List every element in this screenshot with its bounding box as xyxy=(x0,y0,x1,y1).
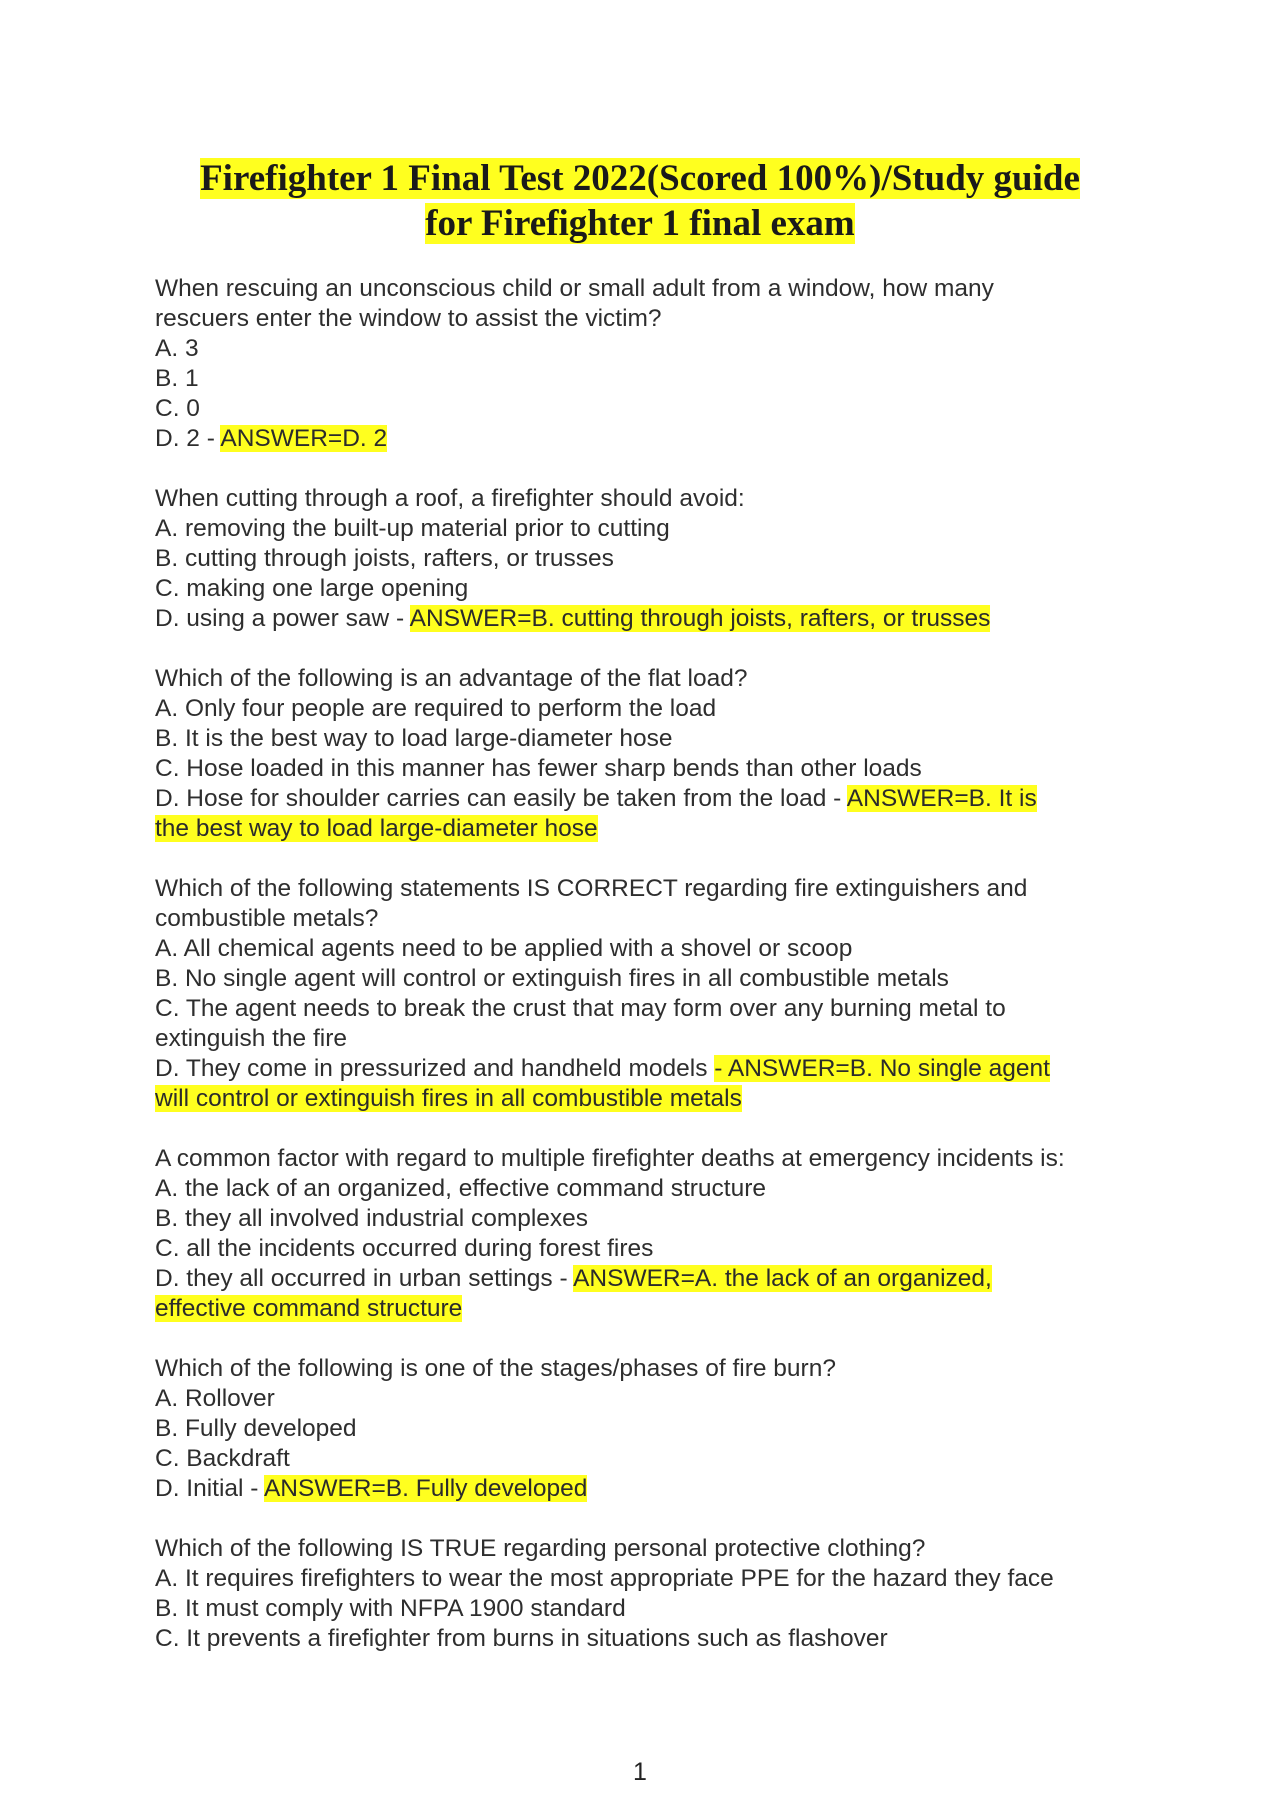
page-number: 1 xyxy=(633,1758,647,1786)
answer-continuation xyxy=(155,814,1155,844)
document-title xyxy=(100,156,1180,246)
option-c: C. all the incidents occurred during forest fires xyxy=(155,1235,654,1262)
option-c: C. Backdraft xyxy=(155,1445,290,1472)
answer-highlight: effective command structure xyxy=(155,1295,463,1322)
option-b: B. cutting through joists, rafters, or trusses xyxy=(155,545,614,572)
option-d-text: D. Initial - xyxy=(155,1475,264,1502)
answer-continuation xyxy=(155,1294,1155,1324)
option-b: B. It must comply with NFPA 1900 standard xyxy=(155,1595,626,1622)
option-a: A. 3 xyxy=(155,335,199,362)
answer-continuation xyxy=(155,1084,1155,1114)
option-c: C. It prevents a firefighter from burns in situations such as flashover xyxy=(155,1625,888,1652)
question-block xyxy=(155,1354,1155,1504)
option-b: B. It is the best way to load large-diameter hose xyxy=(155,725,673,752)
question-block xyxy=(155,274,1155,454)
question-text: When cutting through a roof, a firefighter should avoid: xyxy=(155,485,745,512)
question-text: Which of the following IS TRUE regarding personal protective clothing? xyxy=(155,1535,926,1562)
question-text: A common factor with regard to multiple firefighter deaths at emergency incidents is: xyxy=(155,1145,1065,1172)
option-c: C. The agent needs to break the crust that may form over any burning metal to xyxy=(155,995,1006,1022)
option-b: B. Fully developed xyxy=(155,1415,357,1442)
option-d xyxy=(155,1264,1155,1294)
title-line-1: Firefighter 1 Final Test 2022(Scored 100%)/Study guide xyxy=(200,158,1080,199)
option-d-text: D. they all occurred in urban settings - xyxy=(155,1265,574,1292)
question-block xyxy=(155,874,1155,1114)
answer-highlight: ANSWER=B. cutting through joists, rafters, or trusses xyxy=(409,605,991,632)
option-a: A. Rollover xyxy=(155,1385,275,1412)
option-d xyxy=(155,784,1155,814)
option-d xyxy=(155,1474,1155,1504)
option-a: A. removing the built-up material prior to cutting xyxy=(155,515,670,542)
option-d-text: D. Hose for shoulder carries can easily be taken from the load - xyxy=(155,785,847,812)
option-d xyxy=(155,1054,1155,1084)
answer-highlight: ANSWER=B. It is xyxy=(846,785,1037,812)
question-text: Which of the following statements IS CORRECT regarding fire extinguishers and xyxy=(155,875,1028,902)
option-a: A. All chemical agents need to be applied with a shovel or scoop xyxy=(155,935,853,962)
option-d-text: D. using a power saw - xyxy=(155,605,410,632)
answer-highlight: ANSWER=A. the lack of an organized, xyxy=(573,1265,992,1292)
question-block xyxy=(155,664,1155,844)
question-text: Which of the following is one of the stages/phases of fire burn? xyxy=(155,1355,836,1382)
question-block xyxy=(155,484,1155,634)
option-a: A. Only four people are required to perform the load xyxy=(155,695,717,722)
answer-highlight: - ANSWER=B. No single agent xyxy=(714,1055,1050,1082)
question-block xyxy=(155,1144,1155,1324)
option-b: B. 1 xyxy=(155,365,199,392)
option-c: C. making one large opening xyxy=(155,575,469,602)
question-text: When rescuing an unconscious child or small adult from a window, how many xyxy=(155,275,994,302)
title-line-2: for Firefighter 1 final exam xyxy=(425,203,855,244)
question-text: Which of the following is an advantage of the flat load? xyxy=(155,665,748,692)
option-c-continuation: extinguish the fire xyxy=(155,1025,348,1052)
question-text: combustible metals? xyxy=(155,905,379,932)
question-text: rescuers enter the window to assist the victim? xyxy=(155,305,662,332)
option-c: C. Hose loaded in this manner has fewer sharp bends than other loads xyxy=(155,755,922,782)
answer-highlight: the best way to load large-diameter hose xyxy=(155,815,598,842)
option-d-text: D. They come in pressurized and handheld models xyxy=(155,1055,715,1082)
option-a: A. It requires firefighters to wear the most appropriate PPE for the hazard they face xyxy=(155,1565,1054,1592)
option-d xyxy=(155,424,1155,454)
option-d xyxy=(155,604,1155,634)
answer-highlight: ANSWER=B. Fully developed xyxy=(263,1475,588,1502)
option-b: B. No single agent will control or extinguish fires in all combustible metals xyxy=(155,965,949,992)
option-d-text: D. 2 - xyxy=(155,425,221,452)
option-a: A. the lack of an organized, effective command structure xyxy=(155,1175,767,1202)
answer-highlight: will control or extinguish fires in all combustible metals xyxy=(155,1085,742,1112)
question-block xyxy=(155,1534,1155,1654)
answer-highlight: ANSWER=D. 2 xyxy=(220,425,388,452)
option-b: B. they all involved industrial complexes xyxy=(155,1205,589,1232)
option-c: C. 0 xyxy=(155,395,200,422)
question-list xyxy=(155,274,1155,1684)
